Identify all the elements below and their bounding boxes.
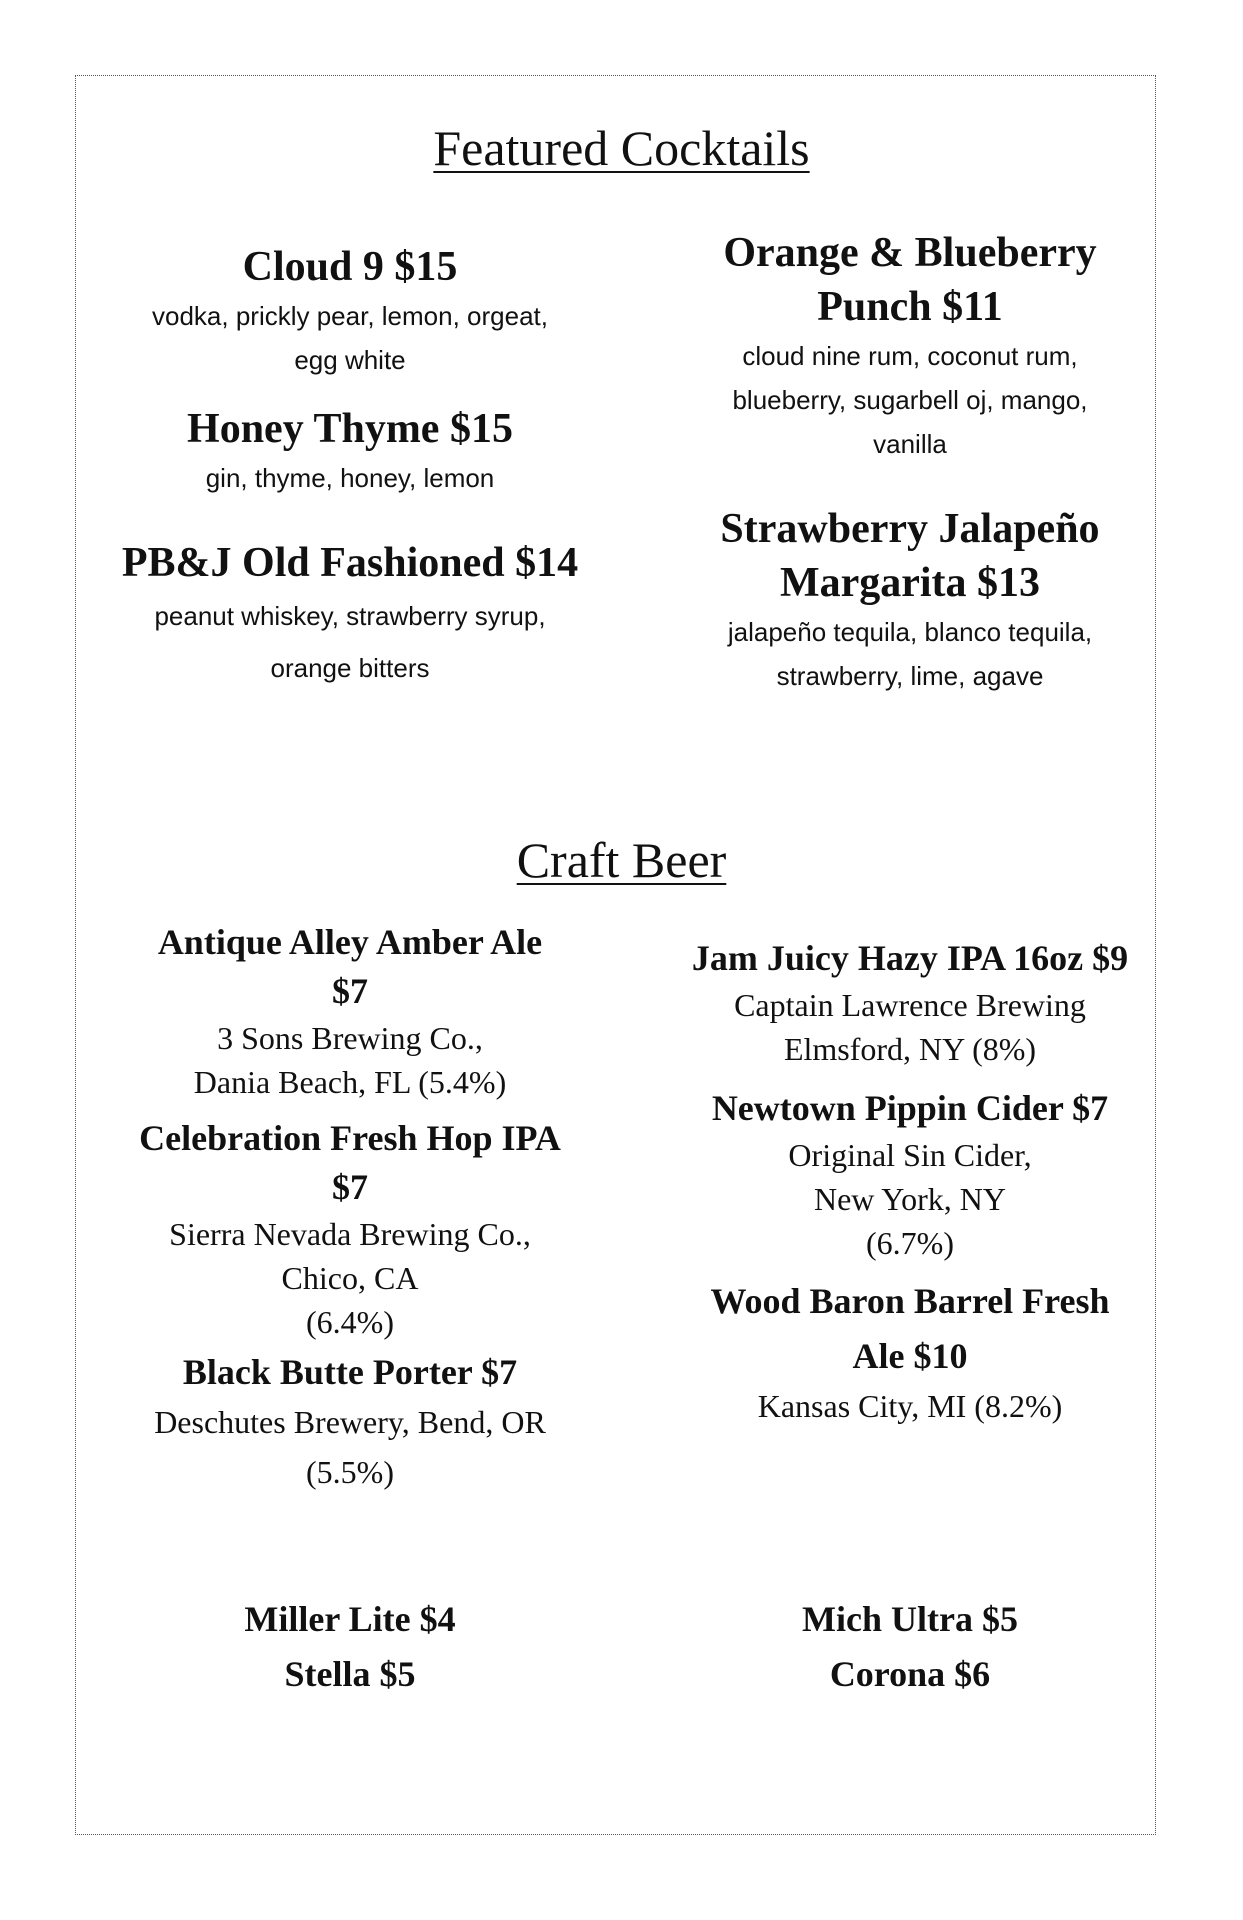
beer-item bbox=[100, 918, 600, 1104]
domestic-beer-item: Corona $6 bbox=[829, 1654, 991, 1694]
beer-name: Wood Baron Barrel Fresh Ale $10 bbox=[710, 1281, 1110, 1376]
cocktail-name: PB&J Old Fashioned $14 bbox=[121, 540, 579, 586]
cocktail-item bbox=[100, 240, 600, 382]
cocktail-description: jalapeño tequila, blanco tequila, strawberry, lime, agave bbox=[727, 617, 1093, 691]
domestic-beer-item: Miller Lite $4 bbox=[244, 1599, 456, 1639]
beer-name: Newtown Pippin Cider $7 bbox=[711, 1088, 1109, 1128]
beer-item bbox=[100, 1114, 600, 1344]
beer-name: Antique Alley Amber Ale $7 bbox=[157, 922, 543, 1011]
cocktail-description: cloud nine rum, coconut rum, blueberry, sugarbell oj, mango, vanilla bbox=[732, 341, 1088, 459]
beer-left-column bbox=[100, 918, 600, 1518]
cocktail-description: peanut whiskey, strawberry syrup, orange bitters bbox=[154, 601, 546, 683]
cocktails-right-column bbox=[660, 226, 1160, 706]
beer-item bbox=[100, 1348, 600, 1497]
beer-details: Kansas City, MI (8.2%) bbox=[757, 1388, 1063, 1424]
cocktail-description: vodka, prickly pear, lemon, orgeat, egg white bbox=[152, 301, 548, 375]
beer-name: Celebration Fresh Hop IPA $7 bbox=[139, 1118, 561, 1207]
beer-name: Jam Juicy Hazy IPA 16oz $9 bbox=[691, 938, 1129, 978]
domestic-left-column bbox=[100, 1592, 600, 1712]
beer-details: Captain Lawrence Brewing Elmsford, NY (8%) bbox=[734, 987, 1086, 1067]
beer-item bbox=[660, 1274, 1160, 1428]
craft-beer-title: Craft Beer bbox=[516, 832, 727, 888]
cocktail-item bbox=[100, 536, 600, 694]
beer-details: Sierra Nevada Brewing Co., Chico, CA (6.4%) bbox=[169, 1216, 531, 1340]
beer-right-column bbox=[660, 934, 1160, 1434]
cocktail-item bbox=[100, 402, 600, 500]
domestic-right-column bbox=[660, 1592, 1160, 1712]
cocktail-item bbox=[660, 502, 1160, 698]
cocktail-item bbox=[660, 226, 1160, 466]
beer-details: Deschutes Brewery, Bend, OR (5.5%) bbox=[154, 1404, 546, 1490]
beer-name: Black Butte Porter $7 bbox=[182, 1352, 518, 1392]
cocktail-name: Honey Thyme $15 bbox=[187, 406, 513, 452]
beer-item bbox=[660, 1084, 1160, 1265]
cocktails-left-column bbox=[100, 240, 600, 700]
cocktail-description: gin, thyme, honey, lemon bbox=[205, 463, 495, 493]
beer-item bbox=[660, 934, 1160, 1071]
beer-details: 3 Sons Brewing Co., Dania Beach, FL (5.4%) bbox=[193, 1020, 507, 1100]
cocktail-name: Strawberry Jalapeño Margarita $13 bbox=[720, 506, 1100, 606]
cocktail-name: Cloud 9 $15 bbox=[242, 244, 458, 290]
beer-details: Original Sin Cider, New York, NY (6.7%) bbox=[788, 1137, 1032, 1261]
domestic-beer-item: Mich Ultra $5 bbox=[802, 1599, 1018, 1639]
cocktails-title: Featured Cocktails bbox=[433, 120, 810, 176]
cocktail-name: Orange & Blueberry Punch $11 bbox=[723, 230, 1097, 330]
domestic-beer-item: Stella $5 bbox=[284, 1654, 416, 1694]
